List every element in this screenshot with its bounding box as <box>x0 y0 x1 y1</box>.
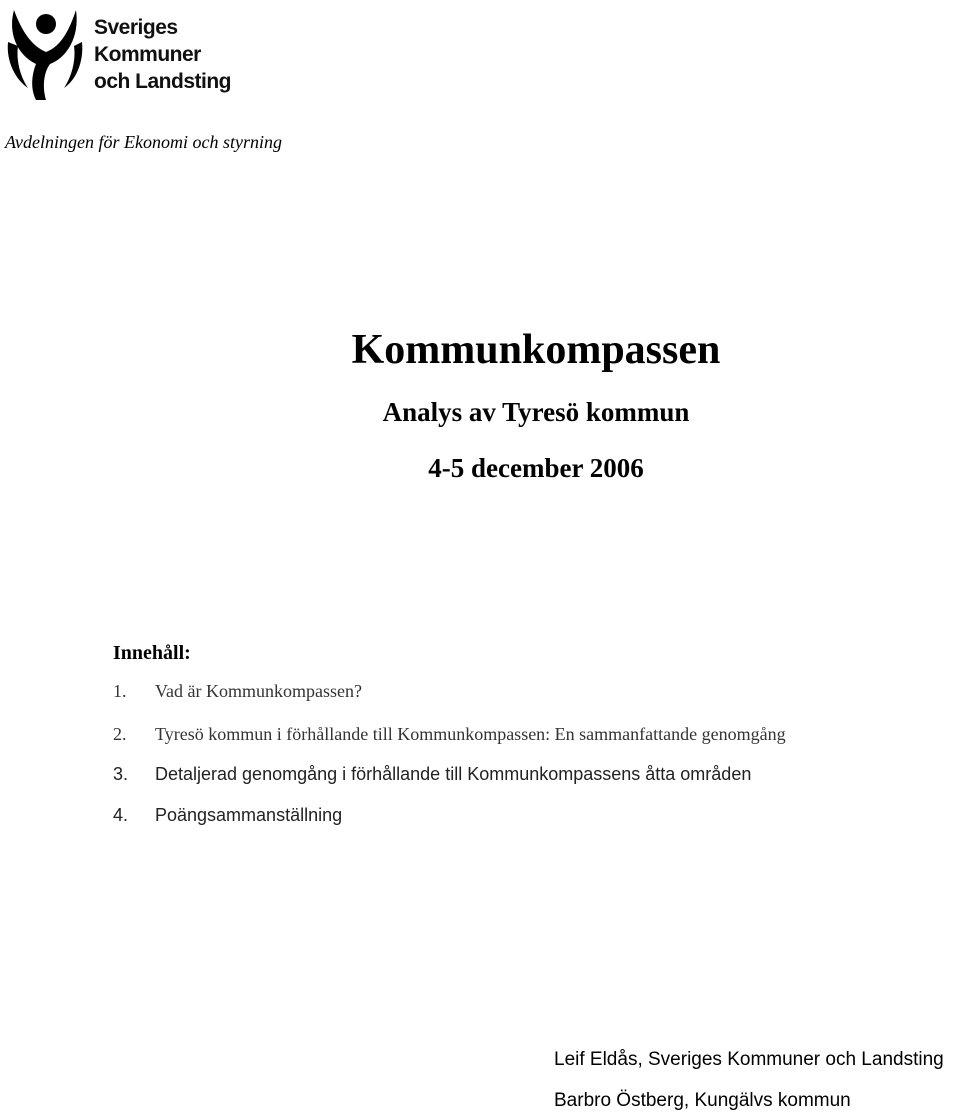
skl-figure-logo-icon <box>6 2 86 102</box>
department-name: Avdelningen för Ekonomi och styrning <box>5 132 282 152</box>
toc-item-text: Vad är Kommunkompassen? <box>155 681 362 701</box>
toc-item-text: Poängsammanställning <box>155 805 343 825</box>
logo-line-2: Kommuner <box>94 43 201 66</box>
author-line: Leif Eldås, Sveriges Kommuner och Landsting <box>554 1049 944 1070</box>
toc-item-text: Detaljerad genomgång i förhållande till Kommunkompassens åtta områden <box>155 764 752 784</box>
toc-item-number: 2. <box>113 724 127 744</box>
page-title: Kommunkompassen <box>351 327 721 373</box>
page-subtitle: Analys av Tyresö kommun <box>382 397 690 427</box>
logo-wordmark <box>94 14 231 95</box>
toc-item-number: 4. <box>113 805 129 825</box>
organization-logo <box>6 2 256 102</box>
toc-item-number: 1. <box>113 681 127 701</box>
author-line: Barbro Östberg, Kungälvs kommun <box>554 1090 851 1111</box>
toc-item-text: Tyresö kommun i förhållande till Kommunkompassen: En sammanfattande genomgång <box>155 724 786 744</box>
toc-item-number: 3. <box>113 764 129 784</box>
logo-line-3: och Landsting <box>94 70 231 93</box>
logo-line-1: Sveriges <box>94 16 178 39</box>
toc-heading: Innehåll: <box>113 642 191 664</box>
document-date: 4-5 december 2006 <box>428 453 644 483</box>
